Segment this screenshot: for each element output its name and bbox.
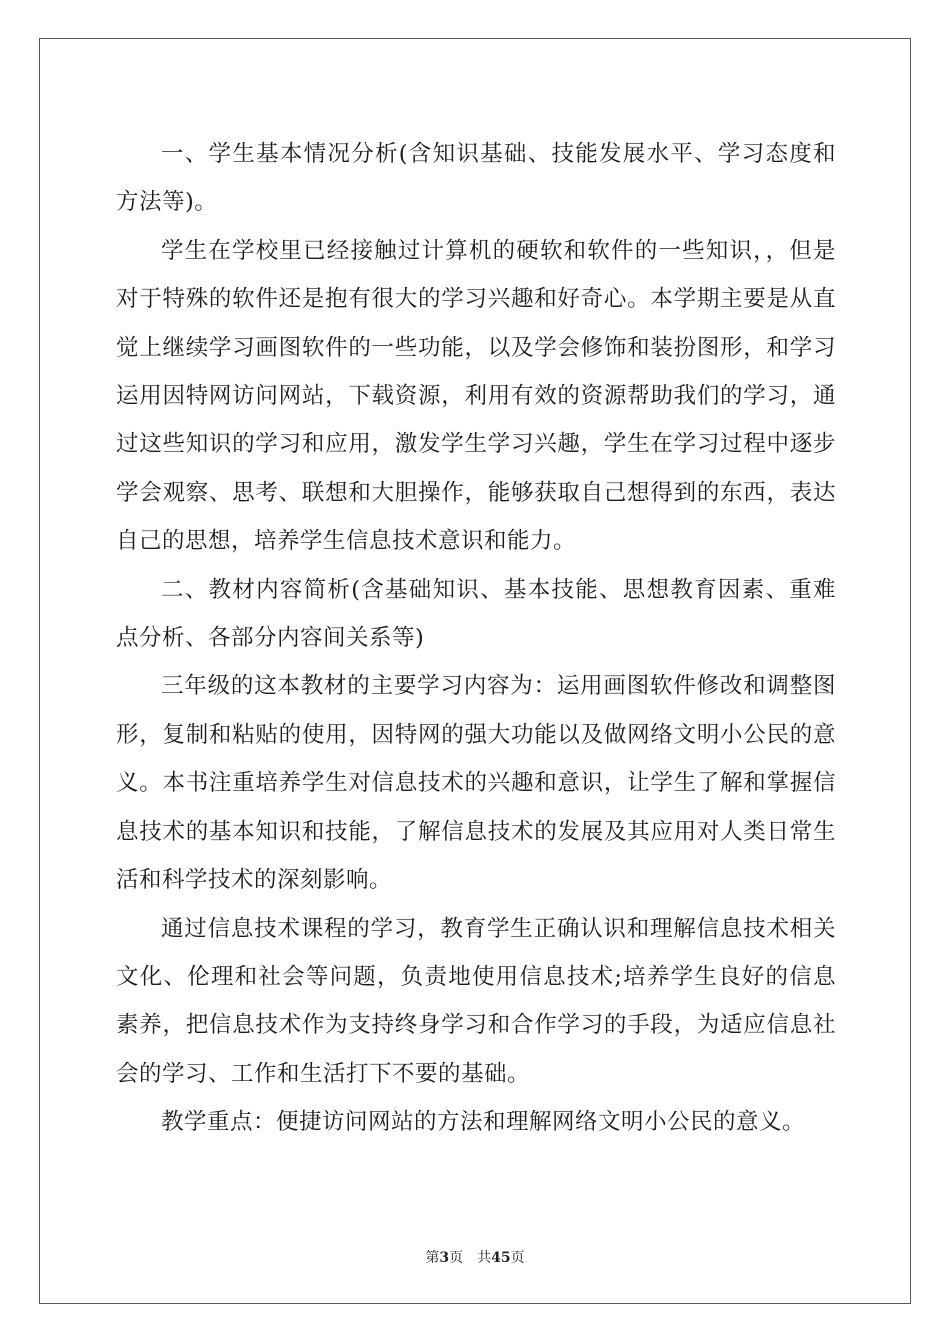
total-suffix: 页 <box>510 1250 525 1266</box>
total-prefix: 共 <box>477 1250 492 1266</box>
page-prefix: 第 <box>425 1250 440 1266</box>
page-suffix: 页 <box>449 1250 464 1266</box>
page-number: 3 <box>439 1250 450 1266</box>
paragraph-course-goals: 通过信息技术课程的学习，教育学生正确认识和理解信息技术相关文化、伦理和社会等问题，负责地使用信息技术;培养学生良好的信息素养，把信息技术作为支持终身学习和合作学习的手段，为适应信息社会的学习、工作和生活打下不要的基础。 <box>116 915 836 1087</box>
paragraph-teaching-focus: 教学重点：便捷访问网站的方法和理解网络文明小公民的意义。 <box>161 1109 806 1136</box>
paragraph-student-situation: 学生在学校里已经接触过计算机的硬软和软件的一些知识，，但是对于特殊的软件还是抱有很大的学习兴趣和好奇心。本学期主要是从直觉上继续学习画图软件的一些功能，以及学会修饰和装扮图形，和学习运用因特网访问网站，下载资源，利用有效的资源帮助我们的学习，通过这些知识的学习和应用，激发学生学习兴趣，学生在学习过程中逐步学会观察、思考、联想和大胆操作，能够获取自己想得到的东西，表达自己的思想，培养学生信息技术意识和能力。 <box>116 237 836 555</box>
section-heading-textbook-analysis: 二、教材内容简析(含基础知识、基本技能、思想教育因素、重难点分析、各部分内容间关系等) <box>116 576 836 652</box>
document-body <box>116 130 836 1147</box>
total-pages: 45 <box>491 1250 511 1266</box>
paragraph-textbook-content: 三年级的这本教材的主要学习内容为：运用画图软件修改和调整图形，复制和粘贴的使用，因特网的强大功能以及做网络文明小公民的意义。本书注重培养学生对信息技术的兴趣和意识，让学生了解和掌握信息技术的基本知识和技能，了解信息技术的发展及其应用对人类日常生活和科学技术的深刻影响。 <box>116 673 836 894</box>
section-heading-student-analysis: 一、学生基本情况分析(含知识基础、技能发展水平、学习态度和方法等)。 <box>116 141 836 216</box>
page-footer <box>0 1247 950 1267</box>
